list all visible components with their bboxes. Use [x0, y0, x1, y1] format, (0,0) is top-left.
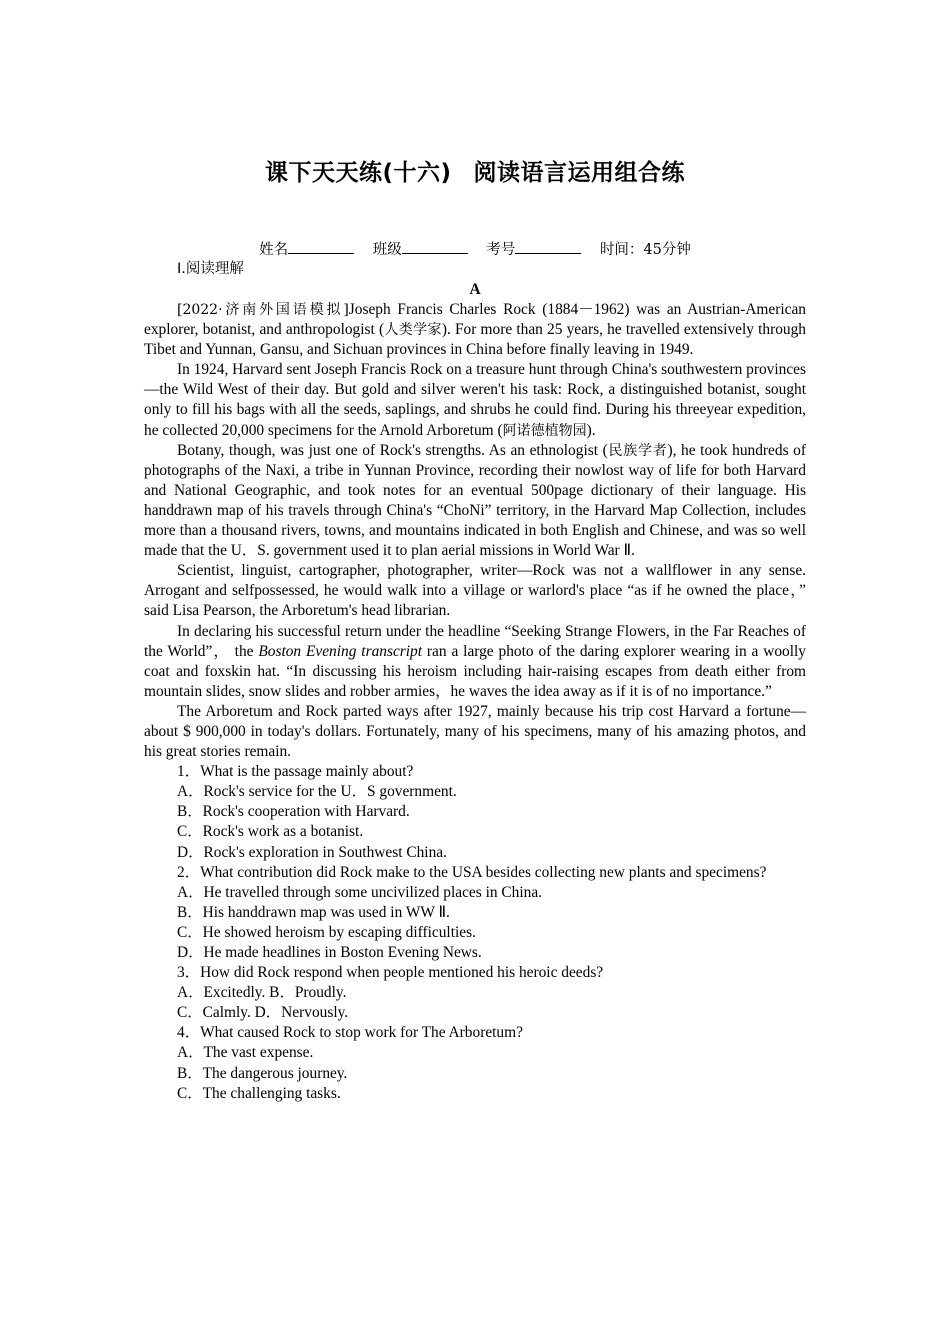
class-blank — [402, 241, 468, 254]
class-label: 班级 — [372, 242, 402, 258]
student-info-row — [0, 238, 950, 259]
passage-paragraph-4: Scientist, linguist, cartographer, photographer, writer—Rock was not a wallflower in any sense. Arrogant and selfpossessed, he would walk into a village or warlord's place “as if he owned the place，” said Lisa Pearson, the Arboretum's head librarian. — [144, 562, 806, 620]
question-1: 1．What is the passage mainly about? — [177, 763, 414, 781]
question-1-option-b: B．Rock's cooperation with Harvard. — [177, 803, 410, 821]
name-label: 姓名 — [259, 242, 289, 258]
name-blank — [288, 241, 354, 254]
passage-letter: A — [469, 280, 481, 298]
question-1-option-d: D．Rock's exploration in Southwest China. — [177, 843, 447, 861]
passage-paragraph-3: Botany, though, was just one of Rock's strengths. As an ethnologist (民族学者), he took hundreds of photographs of the Naxi, a tribe in Yunnan Province, recording their nowlost way of life for both Harvard and National Geographic, and took notes for an eventual 500page dictionary of their language. His handdrawn map of his travels through China's “ChoNi” territory, in the Harvard Map Collection, includes more than a thousand rivers, towns, and mountains indicated in both English and Chinese, and was so well made that the U．S. government used it to plan aerial missions in World War Ⅱ. — [144, 441, 806, 560]
question-2-option-b: B．His handdrawn map was used in WW Ⅱ. — [177, 903, 450, 921]
question-3: 3．How did Rock respond when people mentioned his heroic deeds? — [177, 964, 604, 982]
passage-paragraph-1: [2022·济南外国语模拟]Joseph Francis Charles Rock (1884－1962) was an Austrian-American explorer, botanist, and anthropologist (人类学家). For more than 25 years, he travelled extensively through Tibet and Yunnan, Gansu, and Sichuan provinces in China before finally leaving in 1949. — [144, 301, 807, 359]
question-2-option-d: D．He made headlines in Boston Evening News. — [177, 944, 482, 961]
exam-number-blank — [515, 241, 581, 254]
question-4-option-c: C．The challenging tasks. — [177, 1084, 341, 1102]
question-2-option-a: A．He travelled through some uncivilized places in China. — [177, 883, 543, 901]
question-2: 2．What contribution did Rock make to the USA besides collecting new plants and specimens? — [177, 863, 767, 881]
time-label: 时间：45分钟 — [599, 242, 691, 258]
section-heading: Ⅰ.阅读理解 — [177, 261, 244, 277]
question-1-option-a: A．Rock's service for the U．S government. — [177, 783, 457, 801]
question-3-options-cd: C．Calmly. D．Nervously. — [177, 1004, 349, 1022]
title-part-1: 课下天天练(十六) — [264, 160, 452, 186]
question-4: 4．What caused Rock to stop work for The Arboretum? — [177, 1024, 523, 1042]
page-title — [0, 154, 950, 187]
passage-paragraph-6: The Arboretum and Rock parted ways after 1927, mainly because his trip cost Harvard a fortune—about $ 900,000 in today's dollars. Fortunately, many of his specimens, many of his amazing photos, and his great stories remain. — [144, 702, 806, 761]
question-2-option-c: C．He showed heroism by escaping difficulties. — [177, 923, 476, 941]
passage-paragraph-2: In 1924, Harvard sent Joseph Francis Rock on a treasure hunt through China's southwestern provinces—the Wild West of their day. But gold and silver weren't his task: Rock, a distinguished botanist, sought only to fill his bags with all the seeds, saplings, and shrubs he could find. During his threeyear expedition, he collected 20,000 specimens for the Arnold Arboretum (阿诺德植物园). — [144, 361, 806, 439]
question-3-options-ab: A．Excitedly. B．Proudly. — [177, 984, 347, 1002]
question-4-option-a: A．The vast expense. — [177, 1044, 314, 1062]
exam-number-label: 考号 — [486, 242, 516, 258]
title-part-2: 阅读语言运用组合练 — [473, 160, 686, 186]
passage-paragraph-5: In declaring his successful return under the headline “Seeking Strange Flowers, in the Far Reaches of the World”， the Boston Evening transcript ran a large photo of the daring explorer wearing in a woolly coat and foxskin hat. “In discussing his heroism including hair-raising escapes from death either from mountain slides, snow slides and robber armies，he waves the idea away as if it is of no importance.” — [144, 622, 806, 700]
question-4-option-b: B．The dangerous journey. — [177, 1064, 348, 1082]
source-tag: [2022·济南外国语模拟] — [177, 302, 349, 318]
question-1-option-c: C．Rock's work as a botanist. — [177, 823, 364, 841]
main-content — [144, 259, 806, 1104]
